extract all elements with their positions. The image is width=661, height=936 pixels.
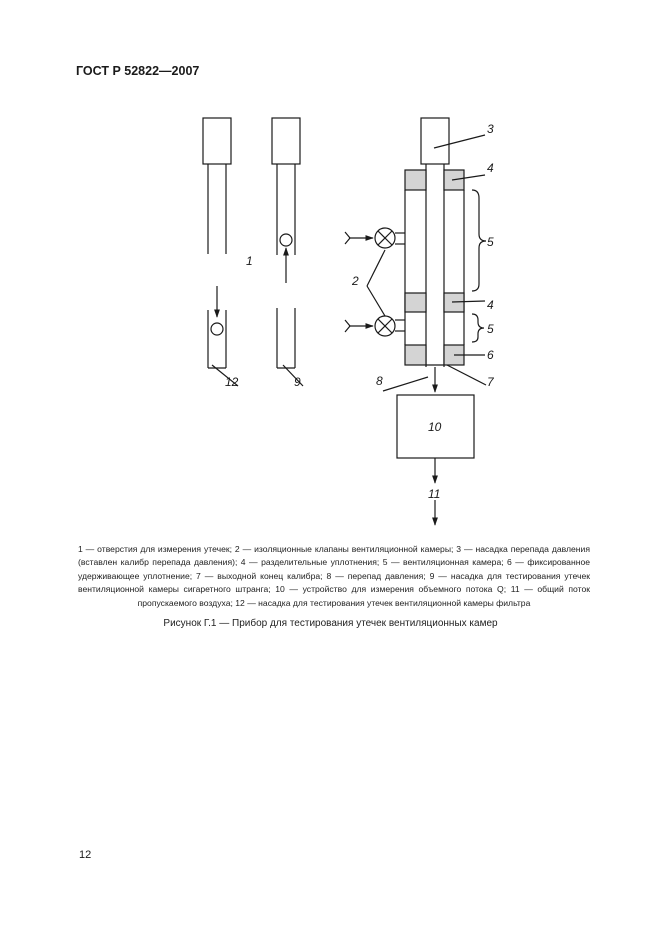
document-header: ГОСТ Р 52822—2007	[76, 64, 200, 78]
seal-top-left	[405, 170, 426, 190]
sample-circle-9	[280, 234, 292, 246]
page-number: 12	[79, 849, 92, 861]
label-4-top: 4	[487, 161, 494, 175]
label-5-bottom: 5	[487, 322, 494, 336]
label-3: 3	[487, 122, 494, 136]
seal-bottom-left	[405, 345, 426, 365]
label-5-top: 5	[487, 235, 494, 249]
pressure-drop-nozzle	[421, 118, 449, 164]
seal-mid-left	[405, 293, 426, 312]
label-10: 10	[428, 420, 442, 434]
label-2: 2	[352, 274, 359, 288]
label-12: 12	[225, 375, 239, 389]
sample-circle-12	[211, 323, 223, 335]
label-4-mid: 4	[487, 298, 494, 312]
figure-title: Рисунок Г.1 — Прибор для тестирования утечек вентиляционных камер	[163, 618, 498, 629]
nozzle-12-head	[203, 118, 231, 164]
label-6: 6	[487, 348, 494, 362]
nozzle-9-head	[272, 118, 300, 164]
label-11: 11	[428, 487, 441, 501]
figure-legend: 1 — отверстия для измерения утечек; 2 — изоляционные клапаны вентиляционной камеры; 3 — насадка перепада давления (вставлен калибр перепада давления); 4 — разделительные уплотнения; 5 — вентиляционная камера; 6 — фиксированное удерживающее уплотнение; 7 — выходной конец калибра; 8 — перепад давления; 9 — насадка для тестирования утечек вентиляционной камеры сигаретного штранга; 10 — устройство для измерения объемного потока Q; 11 — общий поток пропускаемого воздуха; 12 — насадка для тестирования утечек вентиляционной камеры фильтра	[78, 544, 590, 608]
label-9: 9	[294, 375, 301, 389]
label-7: 7	[487, 375, 494, 389]
label-1: 1	[246, 254, 253, 268]
label-8: 8	[376, 374, 383, 388]
